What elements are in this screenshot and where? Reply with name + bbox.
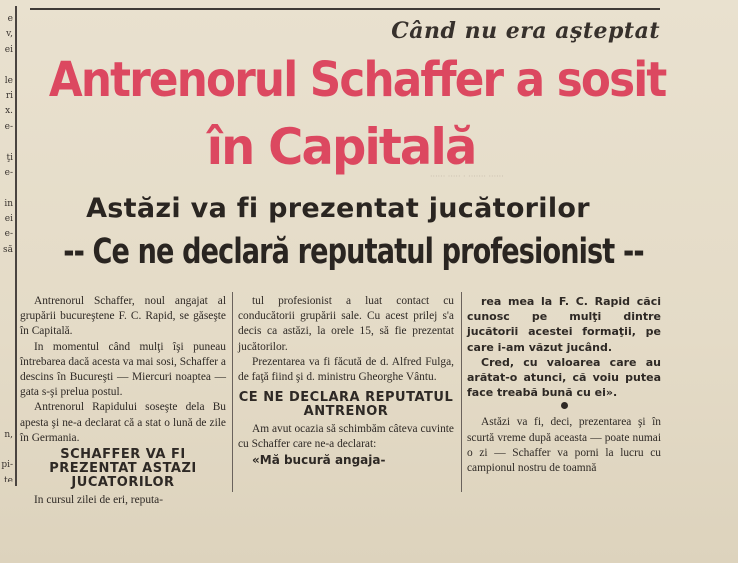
margin-fragment bbox=[0, 443, 13, 458]
margin-fragment bbox=[0, 135, 13, 150]
paragraph: Antrenorul Rapidului soseşte dela Bu apesta şi ne-a declarat că a stat o lună de zile în Germania. bbox=[20, 401, 226, 444]
bullet-separator bbox=[561, 402, 568, 409]
quote-start: «Mă bucură angaja- bbox=[252, 452, 386, 467]
margin-fragment: e- bbox=[4, 121, 13, 132]
section-subhead: CE NE DECLARA REPUTATUL ANTRENOR bbox=[238, 390, 454, 420]
margin-fragment: e- bbox=[4, 229, 13, 240]
paragraph: tul profesionist a luat contact cu conducătorii grupării sale. Cu acest prilej s'a decis ca astăzi, la orele 15, să fie prezentat jucătorilor. bbox=[238, 295, 454, 353]
margin-fragment bbox=[0, 366, 13, 381]
margin-fragment: e- bbox=[4, 167, 13, 178]
article-column-1 bbox=[20, 294, 226, 508]
column-divider-1 bbox=[232, 292, 233, 492]
margin-fragment: pi- bbox=[1, 460, 13, 471]
margin-fragment bbox=[0, 320, 13, 335]
margin-fragment: le bbox=[4, 75, 13, 86]
margin-fragment bbox=[0, 304, 13, 319]
previous-column-fragments bbox=[0, 12, 13, 482]
margin-fragment: x. bbox=[5, 106, 13, 117]
margin-fragment: ei bbox=[4, 214, 13, 225]
margin-fragment: ri bbox=[5, 90, 13, 101]
margin-fragment bbox=[0, 397, 13, 412]
margin-fragment bbox=[0, 289, 13, 304]
paragraph: In momentul când mulţi îşi puneau întrebarea dacă acesta va mai sosi, Schaffer a descins în Bucureşti — Miercuri noaptea — gata s-şi prelua postul. bbox=[20, 340, 226, 399]
subheadline: Astăzi va fi prezentat jucătorilor bbox=[86, 193, 590, 224]
margin-fragment: v, bbox=[6, 29, 13, 40]
left-column-rule bbox=[15, 6, 17, 486]
bleed-through-text: ······ ····· · ······· ······ bbox=[430, 172, 504, 181]
margin-fragment bbox=[0, 412, 13, 427]
margin-fragment bbox=[0, 274, 13, 289]
margin-fragment bbox=[0, 258, 13, 273]
top-rule bbox=[30, 8, 660, 10]
margin-fragment bbox=[0, 58, 13, 73]
margin-fragment: te bbox=[4, 475, 13, 482]
margin-fragment: ţi bbox=[6, 152, 13, 163]
kicker-line: Când nu era aşteptat bbox=[391, 18, 660, 44]
margin-fragment: n, bbox=[4, 429, 13, 440]
margin-fragment bbox=[0, 381, 13, 396]
article-column-3 bbox=[467, 294, 661, 476]
margin-fragment: e bbox=[7, 14, 13, 24]
margin-fragment bbox=[0, 181, 13, 196]
section-subhead: SCHAFFER VA FI PREZENTAT ASTAZI JUCATORILOR bbox=[49, 447, 197, 491]
margin-fragment bbox=[0, 351, 13, 366]
headline-line-2: în Capitală bbox=[206, 118, 476, 176]
paragraph: Antrenorul Schaffer, noul angajat al grupării bucureştene F. C. Rapid, se găseşte în Capitală. bbox=[20, 295, 226, 338]
quote-paragraph: rea mea la F. C. Rapid căci cunosc pe mulţi dintre jucătorii acestei formaţii, pe care i-am văzut jucând. bbox=[467, 295, 661, 354]
margin-fragment: in bbox=[4, 198, 13, 209]
margin-fragment: să bbox=[3, 244, 13, 255]
paragraph: Am avut ocazia să schimbăm câteva cuvinte cu Schaffer care ne-a declarat: bbox=[238, 423, 454, 451]
quote-paragraph: Cred, cu valoarea care au arătat-o atunci, că voiu putea face treabă bună cu ei». bbox=[467, 355, 661, 400]
margin-fragment: ei bbox=[4, 44, 13, 55]
headline-line-1: Antrenorul Schaffer a sosit bbox=[48, 52, 666, 108]
paragraph: Astăzi va fi, deci, prezentarea şi în scurtă vreme după aceasta — poate numai o zi — Schaffer va porni la lucru cu campionul nostru de toamnă bbox=[467, 416, 661, 475]
margin-fragment bbox=[0, 335, 13, 350]
column-divider-2 bbox=[461, 292, 462, 492]
deck: -- Ce ne declară reputatul profesionist -- bbox=[63, 232, 644, 272]
paragraph: Prezentarea va fi făcută de d. Alfred Fulga, de faţă fiind şi d. ministru Gheorghe Vântu. bbox=[238, 355, 454, 384]
article-column-2 bbox=[238, 294, 454, 468]
paragraph: In cursul zilei de eri, reputa- bbox=[34, 494, 164, 507]
